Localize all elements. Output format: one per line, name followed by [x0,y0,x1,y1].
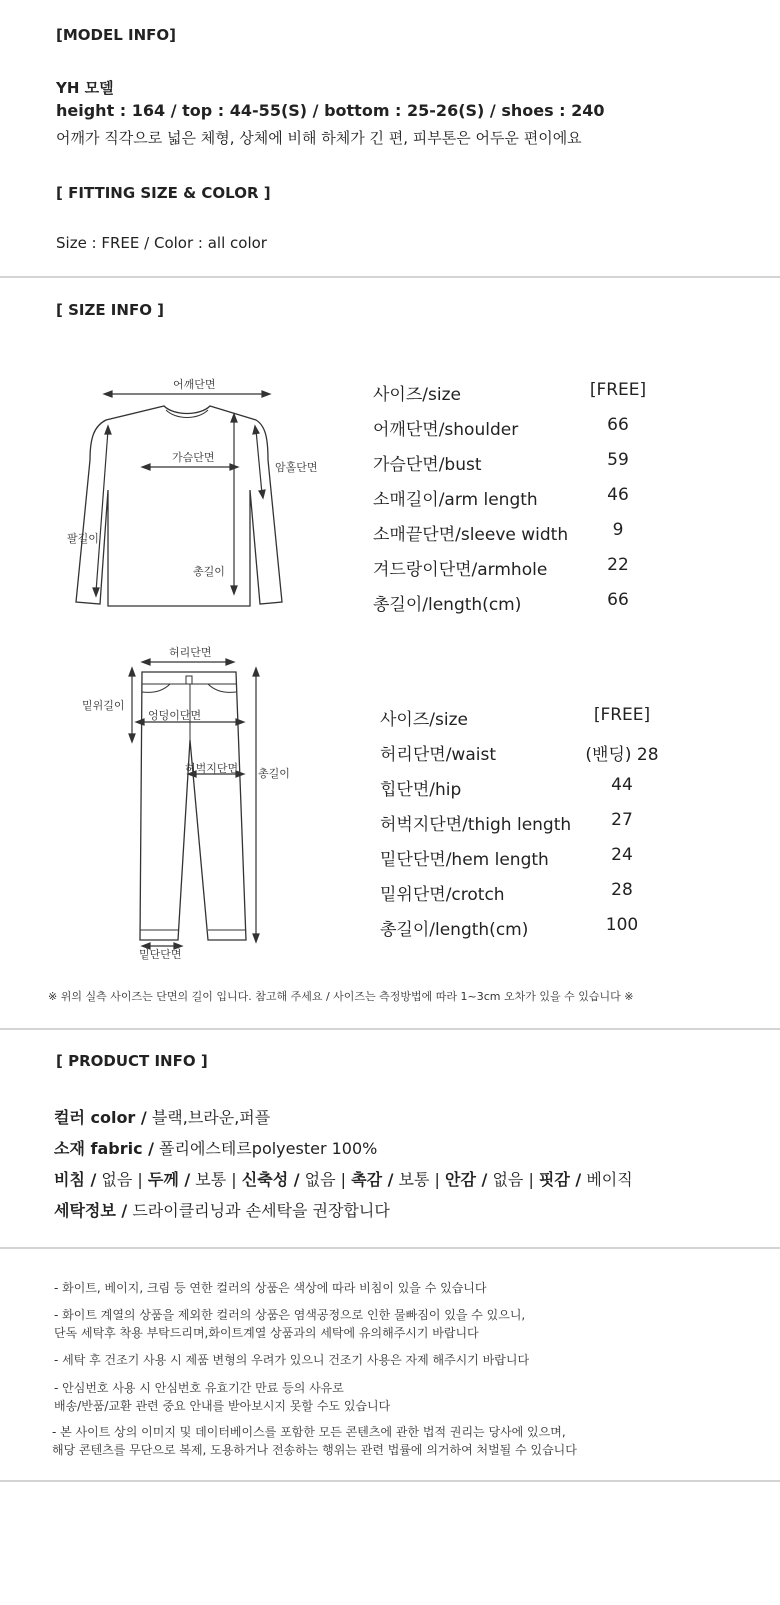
attr-key: 촉감 / [351,1170,394,1189]
top-row-value: 22 [607,555,629,575]
attr-key: 안감 / [445,1170,488,1189]
bottom-row-label: 허벅지단면/thigh length [380,815,572,835]
diagram-label-hem: 밑단단면 [139,948,182,961]
product-attrs-line [54,1167,633,1190]
product-wash-key: 세탁정보 / [54,1201,128,1220]
diagram-label-waist: 허리단면 [169,646,212,659]
diagram-label-top-length: 총길이 [193,565,225,578]
attr-value: 베이직 [581,1170,633,1189]
diagram-label-hip: 엉덩이단면 [148,709,202,722]
bottom-row-value: 27 [611,810,633,830]
model-specs: height : 164 / top : 44-55(S) / bottom : 25-26(S) / shoes : 240 [56,101,605,120]
product-info-header: [ PRODUCT INFO ] [56,1052,208,1070]
top-row-value: 66 [607,415,629,435]
model-name: YH 모델 [56,79,114,97]
diagram-label-bust: 가슴단면 [172,451,215,464]
bottom-row-label: 밑위단면/crotch [380,885,505,905]
diagram-label-arm: 팔길이 [67,532,99,545]
product-color-key: 컬러 color / [54,1108,147,1127]
size-disclaimer: ※ 위의 실측 사이즈는 단면의 길이 입니다. 참고해 주세요 / 사이즈는 측정방법에 따라 1~3cm 오차가 있을 수 있습니다 ※ [48,990,634,1003]
diagram-label-thigh: 허벅지단면 [185,762,239,775]
top-row-value: [FREE] [589,380,647,400]
notice-line: 배송/반품/교환 관련 중요 안내를 받아보시지 못할 수도 있습니다 [54,1399,391,1413]
divider [0,1247,780,1249]
notice-line: - 세탁 후 건조기 사용 시 제품 변형의 우려가 있으니 건조기 사용은 자제 해주시기 바랍니다 [54,1353,530,1367]
model-description: 어깨가 직각으로 넓은 체형, 상체에 비해 하체가 긴 편, 피부톤은 어두운 편이에요 [56,129,582,147]
bottom-row-value: 100 [605,915,639,935]
bottom-row-value: 44 [611,775,633,795]
top-garment-diagram [60,370,340,620]
attr-key: 핏감 / [538,1170,582,1189]
diagram-label-shoulder: 어깨단면 [173,378,216,391]
product-fabric-value: 폴리에스테르polyester 100% [153,1139,378,1158]
top-row-value: 46 [607,485,629,505]
product-wash-value: 드라이클리닝과 손세탁을 권장합니다 [127,1201,390,1220]
divider [0,1028,780,1030]
diagram-label-crotch: 밑위길이 [82,699,125,712]
top-row-value: 66 [607,590,629,610]
bottom-row-label: 허리단면/waist [380,745,496,765]
notice-line: - 안심번호 사용 시 안심번호 유효기간 만료 등의 사유로 [54,1381,344,1395]
top-row-value: 59 [607,450,629,470]
attr-value: 없음 | [487,1170,539,1189]
top-row-label: 소매끝단면/sleeve width [373,525,569,545]
bottom-row-label: 힙단면/hip [380,780,462,800]
attr-value: 없음 | [299,1170,352,1189]
top-row-label: 총길이/length(cm) [373,595,522,615]
top-row-label: 소매길이/arm length [373,490,538,510]
top-row-label: 가슴단면/bust [373,455,482,475]
product-wash-line [54,1198,390,1221]
attr-key: 비침 / [54,1170,97,1189]
notice-line: 단독 세탁후 착용 부탁드리며,화이트계열 상품과의 세탁에 유의해주시기 바랍니다 [54,1326,479,1340]
notice-line: - 본 사이트 상의 이미지 및 데이터베이스를 포함한 모든 콘텐츠에 관한 법적 권리는 당사에 있으며, [52,1425,566,1439]
attr-value: 보통 | [190,1170,242,1189]
top-row-value: 9 [612,520,624,540]
top-row-label: 겨드랑이단면/armhole [373,560,548,580]
bottom-row-value: 28 [611,880,633,900]
model-info-header: [MODEL INFO] [56,26,176,44]
bottom-row-label: 총길이/length(cm) [380,920,529,940]
bottom-row-value: [FREE] [593,705,651,725]
product-color-value: 블랙,브라운,퍼플 [146,1108,271,1127]
divider [0,276,780,278]
fitting-text: Size : FREE / Color : all color [56,234,267,252]
notice-line: - 화이트, 베이지, 크림 등 연한 컬러의 상품은 색상에 따라 비침이 있을 수 있습니다 [54,1281,487,1295]
bottom-row-value: 24 [611,845,633,865]
divider [0,1480,780,1482]
product-fabric-key: 소재 fabric / [54,1139,154,1158]
bottom-row-label: 밑단단면/hem length [380,850,549,870]
bottom-row-value: (밴딩) 28 [585,745,659,765]
notice-line: - 화이트 계열의 상품을 제외한 컬러의 상품은 염색공정으로 인한 물빠짐이 있을 수 있으니, [54,1308,526,1322]
attr-key: 두께 / [147,1170,191,1189]
bottom-row-label: 사이즈/size [380,710,468,730]
size-info-header: [ SIZE INFO ] [56,301,165,319]
notice-line: 해당 콘텐츠를 무단으로 복제, 도용하거나 전송하는 행위는 관련 법률에 의거하여 처벌될 수 있습니다 [52,1443,577,1457]
diagram-label-pants-length: 총길이 [258,767,290,780]
attr-key: 신축성 / [241,1170,300,1189]
top-row-label: 사이즈/size [373,385,461,405]
diagram-label-armhole: 암홀단면 [275,461,318,474]
attr-value: 없음 | [96,1170,148,1189]
attr-value: 보통 | [393,1170,446,1189]
product-fabric-line [54,1136,377,1159]
fitting-header: [ FITTING SIZE & COLOR ] [56,184,271,202]
top-row-label: 어깨단면/shoulder [373,420,519,440]
product-color-line [54,1105,270,1128]
